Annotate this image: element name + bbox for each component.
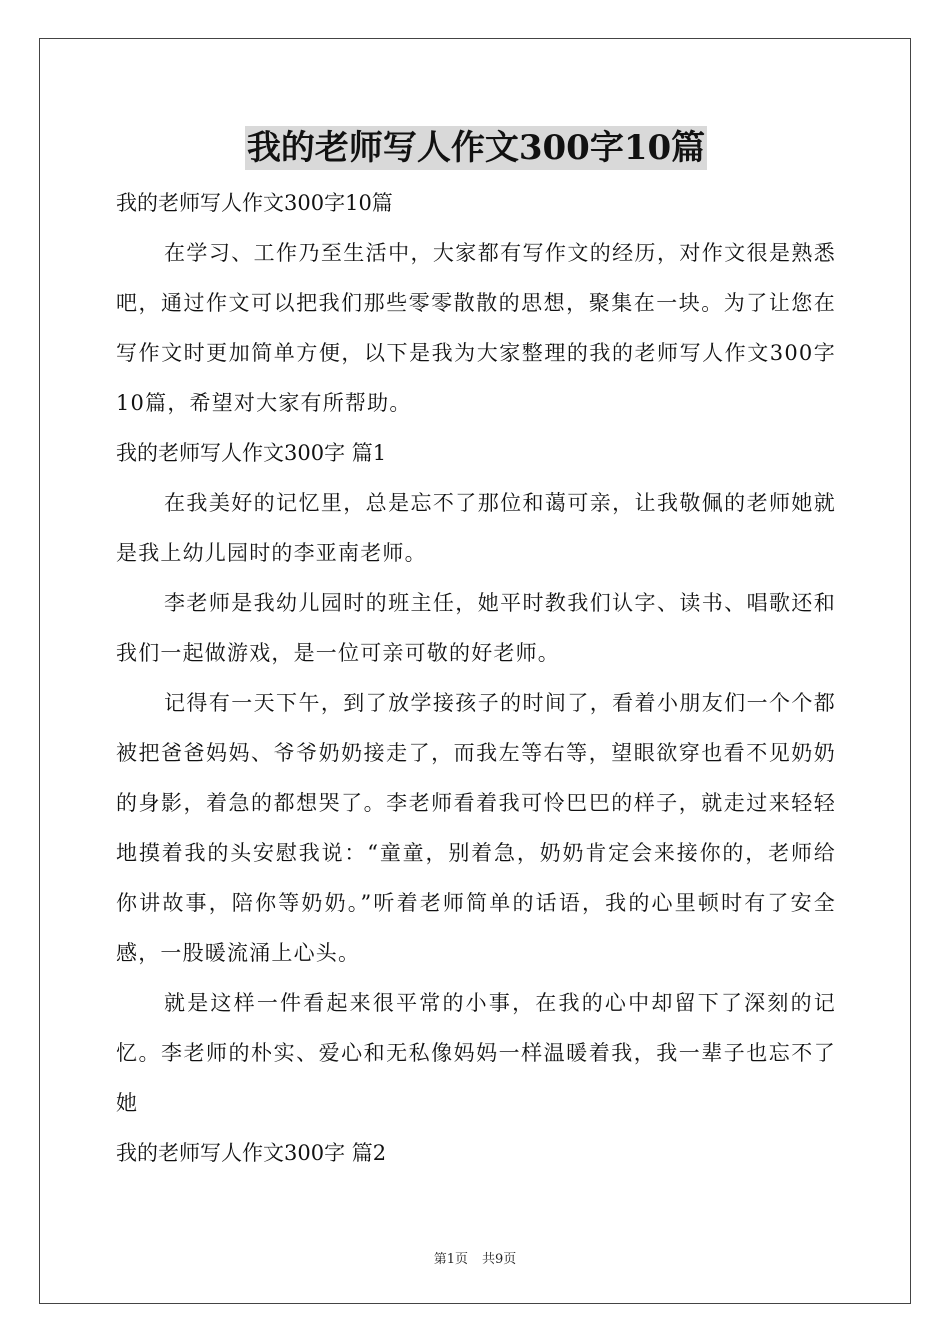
section1-paragraph: 李老师是我幼儿园时的班主任，她平时教我们认字、读书、唱歌还和我们一起做游戏，是一位可亲可敬的好老师。 xyxy=(116,591,836,665)
page-total: 共9页 xyxy=(482,1252,517,1267)
section1-paragraph: 记得有一天下午，到了放学接孩子的时间了，看着小朋友们一个个都被把爸爸妈妈、爷爷奶奶接走了，而我左等右等，望眼欲穿也看不见奶奶的身影，着急的都想哭了。李老师看着我可怜巴巴的样子，就走过来轻轻地摸着我的头安慰我说：“童童，别着急，奶奶肯定会来接你的，老师给你讲故事，陪你等奶奶。”听着老师简单的话语，我的心里顿时有了安全感，一股暖流涌上心头。 xyxy=(116,691,836,965)
section-heading-1: 我的老师写人作文300字 篇1 xyxy=(116,441,387,465)
intro-paragraph: 在学习、工作乃至生活中，大家都有写作文的经历，对作文很是熟悉吧，通过作文可以把我们那些零零散散的思想，聚集在一块。为了让您在写作文时更加简单方便，以下是我为大家整理的我的老师写人作文300字10篇，希望对大家有所帮助。 xyxy=(116,241,836,415)
section1-paragraph: 在我美好的记忆里，总是忘不了那位和蔼可亲，让我敬佩的老师她就是我上幼儿园时的李亚南老师。 xyxy=(116,491,836,565)
document-title: 我的老师写人作文300字10篇 xyxy=(246,128,706,168)
section-heading-2: 我的老师写人作文300字 篇2 xyxy=(116,1141,387,1165)
title-wrap xyxy=(116,126,836,170)
document-body xyxy=(116,126,836,1178)
document-subtitle: 我的老师写人作文300字10篇 xyxy=(116,191,393,215)
page-footer xyxy=(0,1248,950,1267)
page-number: 第1页 xyxy=(433,1252,468,1267)
section1-paragraph: 就是这样一件看起来很平常的小事，在我的心中却留下了深刻的记忆。李老师的朴实、爱心和无私像妈妈一样温暖着我，我一辈子也忘不了她 xyxy=(116,991,836,1115)
